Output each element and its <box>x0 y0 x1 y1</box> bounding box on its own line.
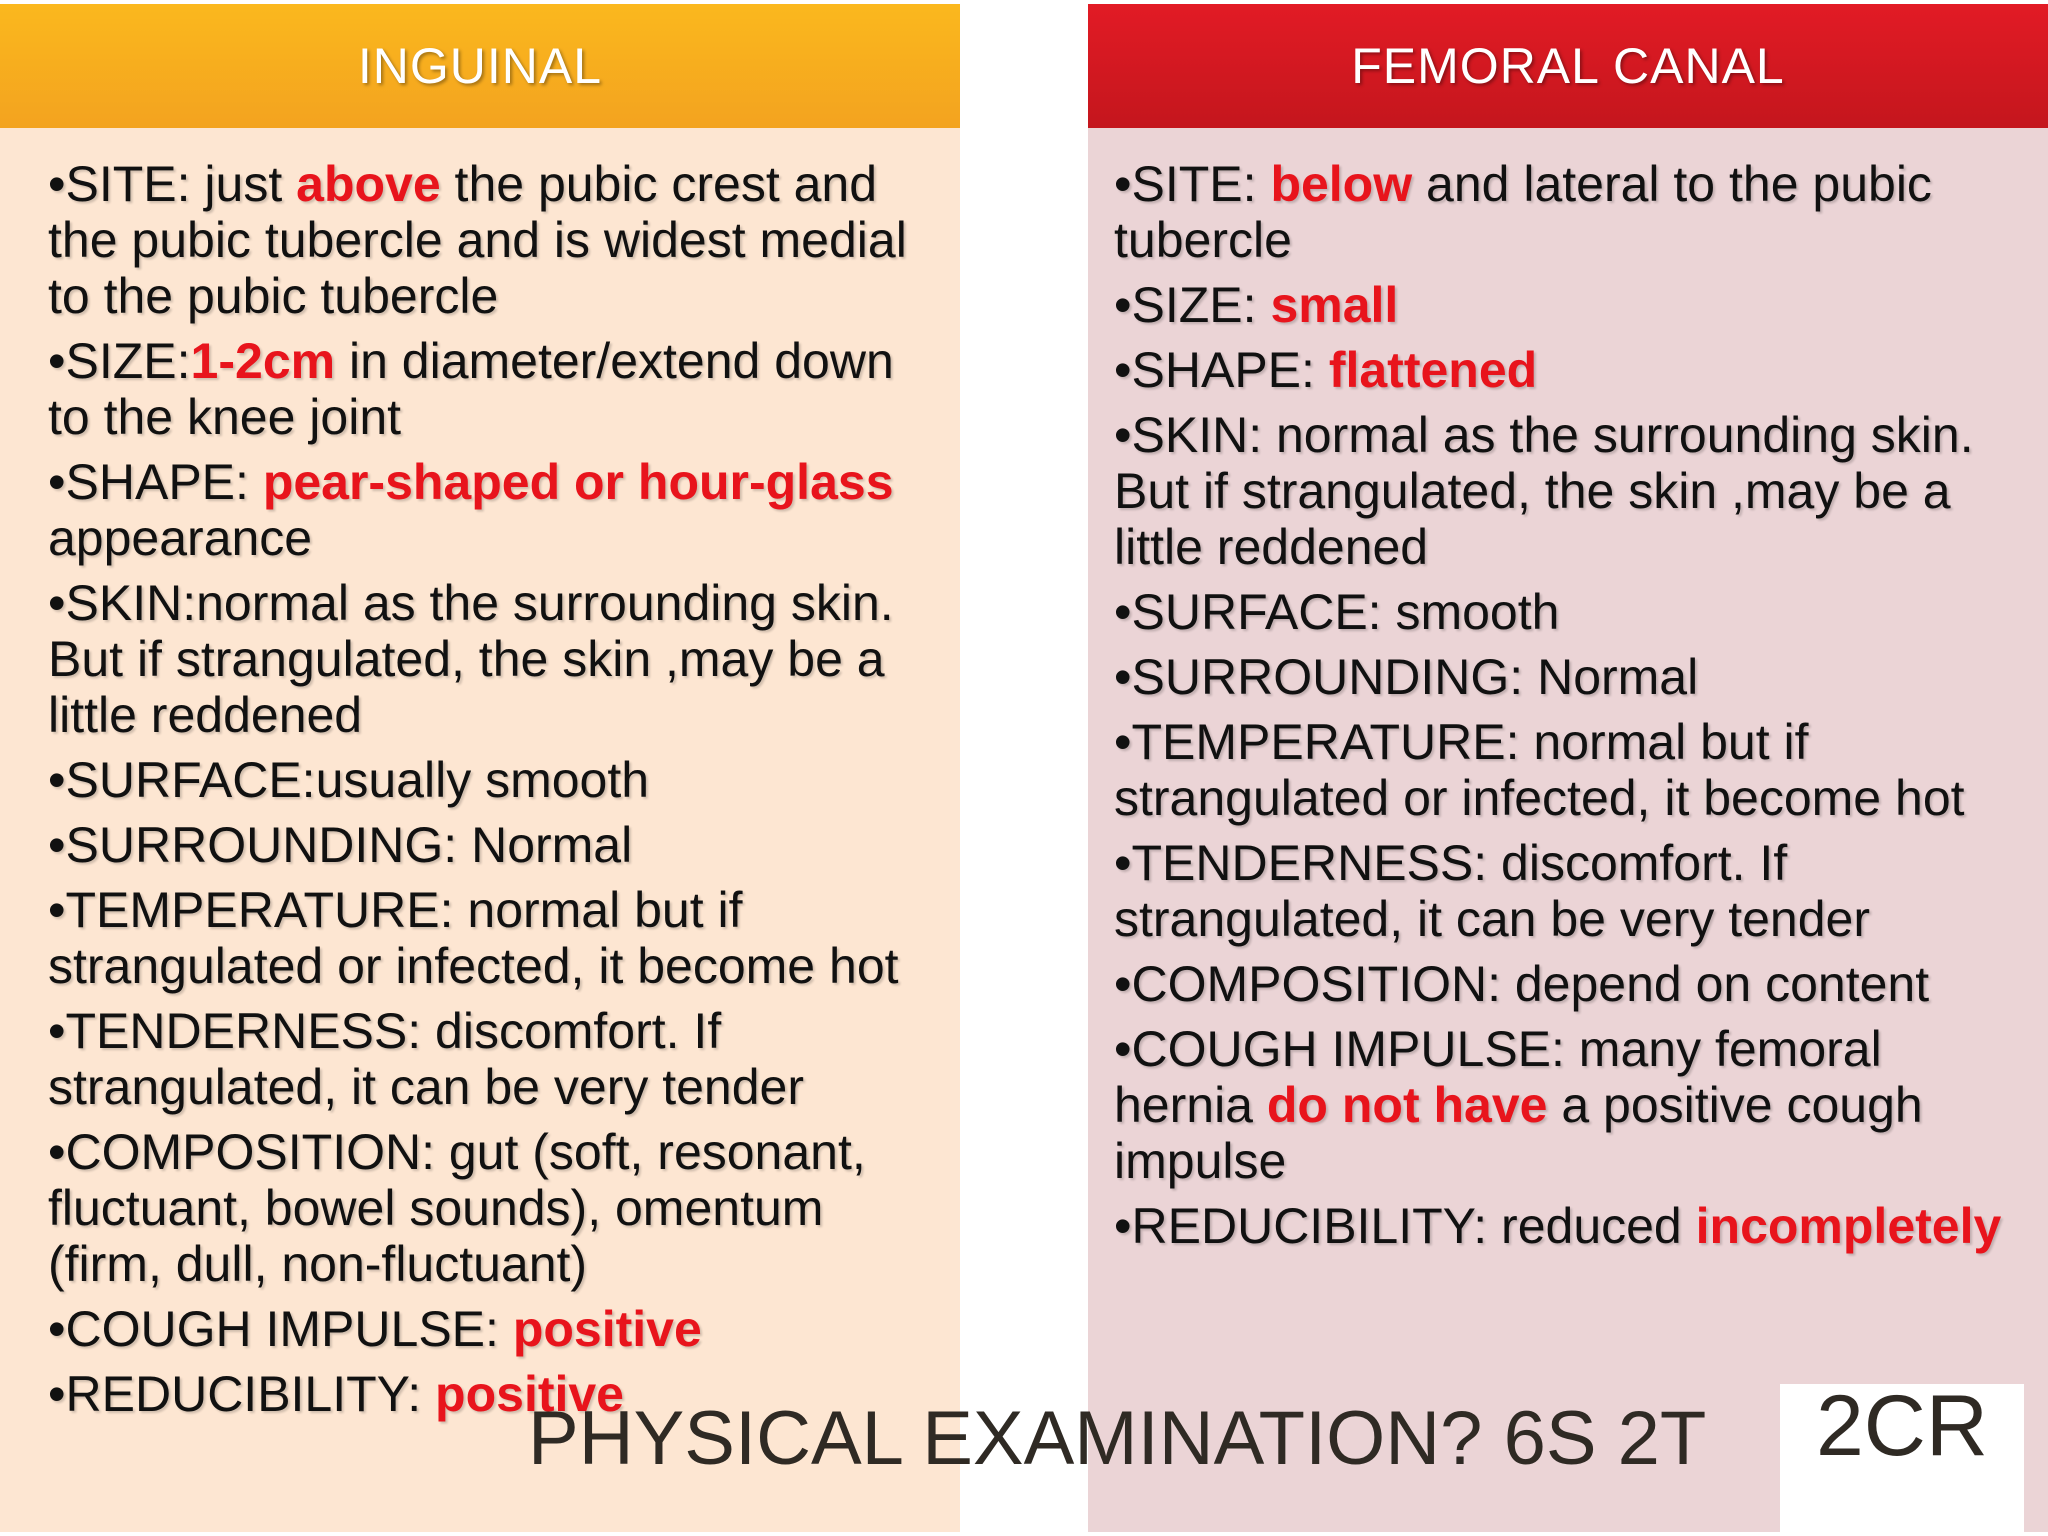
inguinal-item-temperature <box>48 882 930 994</box>
item-text: in diameter/extend down to the knee joint <box>48 333 894 445</box>
item-highlight: do not have <box>1266 1077 1548 1133</box>
item-label: SKIN: normal as the surrounding skin. But if strangulated, the skin ,may be a little reddened <box>1114 407 1974 575</box>
femoral-item-surface <box>1114 584 2028 640</box>
slide-title: PHYSICAL EXAMINATION? 6S 2T <box>528 1396 1707 1481</box>
femoral-canal-column <box>1088 4 2048 1532</box>
femoral-canal-list <box>1088 128 2048 1254</box>
item-highlight: above <box>296 156 441 212</box>
femoral-item-site <box>1114 156 2028 268</box>
femoral-item-composition <box>1114 956 2028 1012</box>
item-highlight: positive <box>512 1301 702 1357</box>
item-label: COUGH IMPULSE: many femoral hernia <box>1114 1021 1882 1133</box>
inguinal-item-surface <box>48 752 930 808</box>
item-label: TENDERNESS: discomfort. If strangulated, it can be very tender <box>48 1003 805 1115</box>
inguinal-item-surrounding <box>48 817 930 873</box>
item-label: SHAPE: <box>65 454 263 510</box>
item-text: appearance <box>48 510 313 566</box>
item-label: SURROUNDING: Normal <box>1131 649 1699 705</box>
item-label: COMPOSITION: gut (soft, resonant, fluctuant, bowel sounds), omentum (firm, dull, non-fluctuant) <box>48 1124 866 1292</box>
inguinal-item-composition <box>48 1124 930 1292</box>
inguinal-item-size <box>48 333 930 445</box>
item-label: SIZE: <box>65 333 191 389</box>
item-highlight: positive <box>435 1366 624 1422</box>
item-label: SITE: just <box>65 156 297 212</box>
inguinal-item-shape <box>48 454 930 566</box>
inguinal-column <box>0 4 960 1532</box>
inguinal-item-site <box>48 156 930 324</box>
item-highlight: flattened <box>1328 342 1538 398</box>
femoral-item-tenderness <box>1114 835 2028 947</box>
item-label: TEMPERATURE: normal but if strangulated or infected, it become hot <box>1114 714 1965 826</box>
femoral-canal-header: FEMORAL CANAL <box>1088 4 2048 128</box>
item-highlight: pear-shaped or hour-glass <box>262 454 894 510</box>
item-label: REDUCIBILITY: <box>65 1366 436 1422</box>
item-label: SHAPE: <box>1131 342 1329 398</box>
femoral-item-size <box>1114 277 2028 333</box>
item-text: a positive cough impulse <box>1114 1077 1923 1189</box>
item-label: SURROUNDING: Normal <box>65 817 633 873</box>
item-label: COMPOSITION: depend on content <box>1131 956 1930 1012</box>
item-label: COUGH IMPULSE: <box>65 1301 513 1357</box>
femoral-item-temperature <box>1114 714 2028 826</box>
item-highlight: below <box>1270 156 1413 212</box>
femoral-item-cough-impulse <box>1114 1021 2028 1189</box>
inguinal-header: INGUINAL <box>0 4 960 128</box>
item-highlight: 1-2cm <box>190 333 336 389</box>
inguinal-item-cough-impulse <box>48 1301 930 1357</box>
item-label: SURFACE: smooth <box>1131 584 1560 640</box>
item-highlight: small <box>1270 277 1399 333</box>
item-label: SKIN:normal as the surrounding skin. But if strangulated, the skin ,may be a little reddened <box>48 575 894 743</box>
femoral-item-skin <box>1114 407 2028 575</box>
item-highlight: incompletely <box>1695 1198 2002 1254</box>
inguinal-list <box>0 128 960 1422</box>
item-label: REDUCIBILITY: reduced <box>1131 1198 1696 1254</box>
femoral-item-surrounding <box>1114 649 2028 705</box>
item-label: TENDERNESS: discomfort. If strangulated, it can be very tender <box>1114 835 1871 947</box>
item-label: SURFACE:usually smooth <box>65 752 650 808</box>
item-label: SITE: <box>1131 156 1271 212</box>
item-text: the pubic crest and the pubic tubercle and is widest medial to the pubic tubercle <box>48 156 907 324</box>
item-text: and lateral to the pubic tubercle <box>1114 156 1932 268</box>
item-label: TEMPERATURE: normal but if strangulated or infected, it become hot <box>48 882 899 994</box>
corner-badge: 2CR <box>1780 1384 2024 1536</box>
inguinal-item-tenderness <box>48 1003 930 1115</box>
femoral-item-shape <box>1114 342 2028 398</box>
inguinal-item-skin <box>48 575 930 743</box>
femoral-item-reducibility <box>1114 1198 2028 1254</box>
item-label: SIZE: <box>1131 277 1271 333</box>
